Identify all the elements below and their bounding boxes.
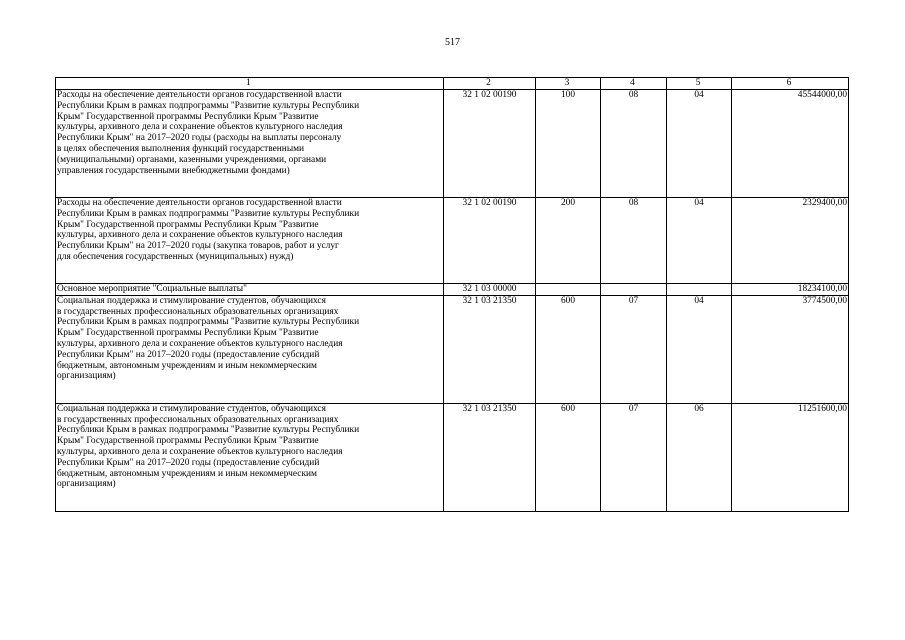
row-subsection: 06 [667, 403, 732, 511]
header-col-5: 5 [667, 78, 732, 90]
row-sum: 3774500,00 [732, 295, 849, 403]
row-subsection [667, 284, 732, 296]
row-sum: 45544000,00 [732, 90, 849, 198]
row-sum: 18234100,00 [732, 284, 849, 296]
row-section: 08 [601, 198, 667, 284]
row-sum: 2329400,00 [732, 198, 849, 284]
row-name: Расходы на обеспечение деятельности органов государственной власти Республики Крым в рамках подпрограммы "Развитие культуры Республики Крым" Государственной программы Республики Крым "Развитие культуры, архивного дела и сохранение объектов культурного наследия Республики Крым" на 2017–2020 годы (закупка товаров, работ и услуг для обеспечения государственных (муниципальных) нужд) [56, 198, 444, 284]
header-col-2: 2 [444, 78, 536, 90]
header-col-1: 1 [56, 78, 444, 90]
row-name: Основное мероприятие "Социальные выплаты" [56, 284, 444, 296]
table-row [56, 284, 849, 296]
row-target-code: 32 1 02 00190 [444, 198, 536, 284]
row-subsection: 04 [667, 90, 732, 198]
row-name: Социальная поддержка и стимулирование студентов, обучающихся в государственных профессиональных образовательных организациях Республики Крым в рамках подпрограммы "Развитие культуры Республики Крым" Государственной программы Республики Крым "Развитие культуры, архивного дела и сохранение объектов культурного наследия Республики Крым" на 2017–2020 годы (предоставление субсидий бюджетным, автономным учреждениям и иным некоммерческим организациям) [56, 403, 444, 511]
row-target-code: 32 1 02 00190 [444, 90, 536, 198]
table-row [56, 403, 849, 511]
budget-table [55, 77, 849, 512]
row-name: Расходы на обеспечение деятельности органов государственной власти Республики Крым в рамках подпрограммы "Развитие культуры Республики Крым" Государственной программы Республики Крым "Развитие культуры, архивного дела и сохранение объектов культурного наследия Республики Крым" на 2017–2020 годы (расходы на выплаты персоналу в целях обеспечения выполнения функций государственными (муниципальными) органами, казенными учреждениями, органами управления государственными внебюджетными фондами) [56, 90, 444, 198]
row-name: Социальная поддержка и стимулирование студентов, обучающихся в государственных профессиональных образовательных организациях Республики Крым в рамках подпрограммы "Развитие культуры Республики Крым" Государственной программы Республики Крым "Развитие культуры, архивного дела и сохранение объектов культурного наследия Республики Крым" на 2017–2020 годы (предоставление субсидий бюджетным, автономным учреждениям и иным некоммерческим организациям) [56, 295, 444, 403]
row-section: 07 [601, 295, 667, 403]
row-expense-type: 200 [536, 198, 601, 284]
row-subsection: 04 [667, 295, 732, 403]
row-expense-type: 600 [536, 403, 601, 511]
row-target-code: 32 1 03 21350 [444, 403, 536, 511]
row-section [601, 284, 667, 296]
header-col-4: 4 [601, 78, 667, 90]
page-number: 517 [445, 37, 460, 48]
row-target-code: 32 1 03 21350 [444, 295, 536, 403]
table-row [56, 90, 849, 198]
row-sum: 11251600,00 [732, 403, 849, 511]
row-section: 08 [601, 90, 667, 198]
row-expense-type: 100 [536, 90, 601, 198]
row-expense-type [536, 284, 601, 296]
row-target-code: 32 1 03 00000 [444, 284, 536, 296]
header-col-3: 3 [536, 78, 601, 90]
header-col-6: 6 [732, 78, 849, 90]
row-section: 07 [601, 403, 667, 511]
row-expense-type: 600 [536, 295, 601, 403]
table-row [56, 295, 849, 403]
table-row [56, 198, 849, 284]
row-subsection: 04 [667, 198, 732, 284]
header-row [56, 78, 849, 90]
